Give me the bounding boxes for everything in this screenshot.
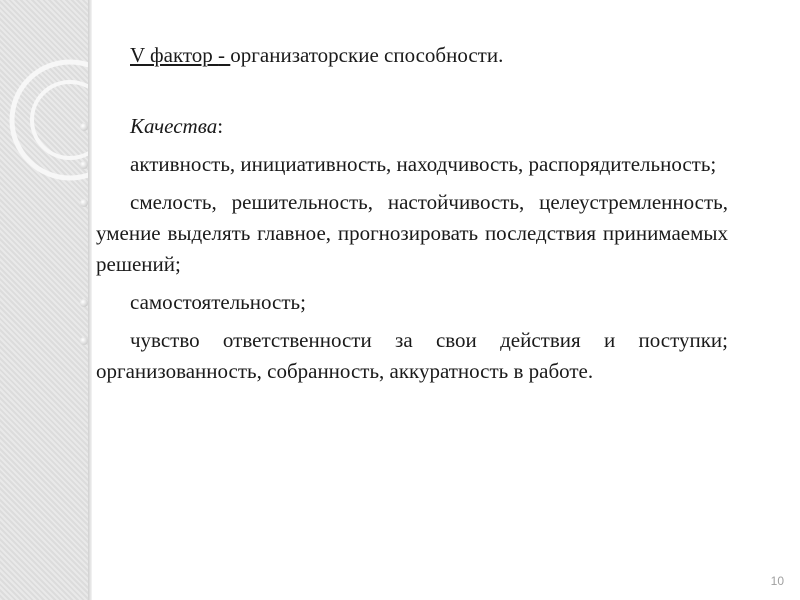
qualities-label: Качества xyxy=(130,114,218,138)
page-number: 10 xyxy=(770,574,784,588)
factor-heading xyxy=(96,40,728,71)
bullet-icon xyxy=(80,337,88,345)
bullet-icon xyxy=(80,123,88,131)
quality-item xyxy=(96,187,728,280)
quality-item xyxy=(96,287,728,318)
bullet-icon xyxy=(80,161,88,169)
decorative-circles xyxy=(0,0,92,200)
qualities-colon: : xyxy=(217,114,224,138)
factor-title: организаторские способности. xyxy=(230,43,504,67)
quality-item xyxy=(96,149,728,180)
quality-item-text: чувство ответственности за свои действия и поступки; организованность, собранность, аккуратность в работе. xyxy=(96,328,728,383)
slide-content xyxy=(96,40,728,394)
quality-item-text: самостоятельность; xyxy=(130,290,306,314)
bullet-icon xyxy=(80,199,88,207)
bullet-icon xyxy=(80,299,88,307)
quality-item xyxy=(96,325,728,387)
band-edge-shadow xyxy=(88,0,92,600)
factor-label: V фактор xyxy=(130,43,219,67)
quality-item-text: активность, инициативность, находчивость, распорядительность; xyxy=(130,152,717,176)
factor-dash: - xyxy=(218,43,231,67)
qualities-heading xyxy=(96,111,728,142)
quality-item-text: смелость, решительность, настойчивость, целеустремленность, умение выделять главное, прогнозировать последствия принимаемых решений; xyxy=(96,190,728,276)
